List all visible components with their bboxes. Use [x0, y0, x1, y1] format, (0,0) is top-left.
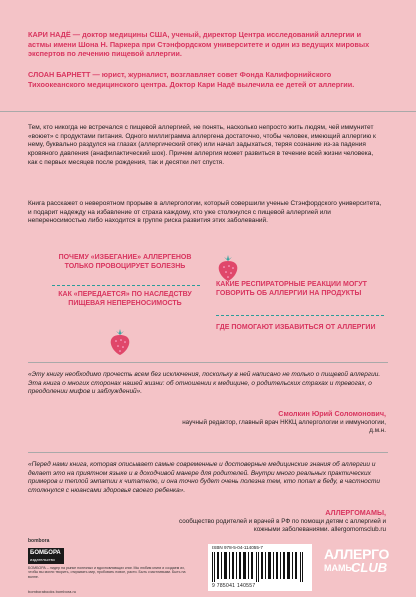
allergomamy-club-logo	[324, 546, 396, 586]
isbn-number: 9 785041 140557	[212, 583, 256, 589]
publisher-logo	[28, 548, 64, 564]
quote-smolkin-role: научный редактор, главный врач НККЦ аллергологии и иммунологии, д.м.н.	[182, 419, 386, 434]
top-divider-line	[0, 111, 416, 112]
club-logo-line3: CLUB	[351, 560, 388, 575]
author-bio-kari-nadeau: КАРИ НАДЁ — доктор медицины США, ученый, директор Центра исследований аллергии и астмы имени Шона Н. Паркера при Стэнфордском университете и один из ведущих мировых экспертов по лечению пищевой аллергии.	[28, 30, 370, 59]
quotes-divider-middle	[28, 452, 388, 453]
quotes-divider-top	[28, 362, 388, 363]
club-logo-line2: МАМЫ	[324, 563, 355, 573]
intro-paragraph-2: Книга расскажет о невероятном прорыве в аллергологии, который совершили ученые Стэнфордского университета, и подарит надежду на избавление от страха каждому, кто уже столкнулся с пищевой аллергией или непереносимостью либо находится в группе риска развития этих заболеваний.	[28, 200, 382, 225]
highlight-divider-right	[216, 315, 384, 316]
highlight-heredity: КАК «ПЕРЕДАЕТСЯ» ПО НАСЛЕДСТВУ ПИЩЕВАЯ НЕПЕРЕНОСИМОСТЬ	[58, 291, 192, 307]
quote-allergomamy-author: АЛЛЕРГОМАМЫ,	[325, 508, 386, 517]
quote-allergomamy: «Перед нами книга, которая описывает самые современные и достоверные медицинские знания об аллергии и делает это на приятном языке и в доходчивой манере для родителей. Внутри много реальных практических примеров и теплой эмпатии к читателю, и она точно будет очень полезна тем, кто попал в беду, в частности столкнулся с нюансами здоровья своего ребенка».	[28, 461, 381, 494]
club-logo-line1: АЛЛЕРГО	[324, 546, 390, 562]
highlight-where-help: ГДЕ ПОМОГАЮТ ИЗБАВИТЬСЯ ОТ АЛЛЕРГИИ	[216, 324, 376, 331]
strawberry-icon	[214, 254, 242, 282]
quote-allergomamy-role: сообщество родителей и врачей в РФ по помощи детям с аллергией и кожными заболеваниями. allergomomsclub.ru	[179, 518, 386, 533]
highlight-respiratory: КАКИЕ РЕСПИРАТОРНЫЕ РЕАКЦИИ МОГУТ ГОВОРИТЬ ОБ АЛЛЕРГИИ НА ПРОДУКТЫ	[216, 281, 367, 297]
publisher-logo-subtitle: издательство	[30, 557, 55, 562]
quote-smolkin-author: Смолкин Юрий Соломонович,	[278, 409, 386, 418]
author-bio-sloan-barnett: СЛОАН БАРНЕТТ — юрист, журналист, возглавляет совет Фонда Калифорнийского Тихоокеанского медицинского центра. Доктор Кари Надё вылечила ее детей от аллергии.	[28, 70, 355, 89]
quote-smolkin: «Эту книгу необходимо прочесть всем без исключения, поскольку в ней написано не только о пищевой аллергии. Эта книга о многих сторонах нашей жизни: об отношении к медицине, о родительских страхах и тревогах, о преодолении мифов и заблуждений».	[28, 371, 381, 396]
intro-paragraph-1: Тем, кто никогда не встречался с пищевой аллергией, не понять, насколько непросто жить людям, чей иммунитет «воюет» с продуктами питания. Одного миллиграмма аллергена достаточно, чтобы человек, имеющий аллергию к нему, буквально раздулся на глазах (аллергический отек) или начал задыхаться, теряя сознание из-за падения кровяного давления (анафилактический шок). Причем аллергия может развиться в течение всей жизни человека, как с первых месяцев после рождения, так и десятки лет спустя.	[28, 124, 376, 166]
highlight-avoidance: ПОЧЕМУ «ИЗБЕГАНИЕ» АЛЛЕРГЕНОВ ТОЛЬКО ПРОВОЦИРУЕТ БОЛЕЗНЬ	[58, 254, 192, 270]
barcode-icon	[212, 552, 308, 582]
isbn-barcode-box	[208, 544, 312, 591]
publisher-description: БОМБОРА – лидер на рынке полезных и вдохновляющих книг. Мы любим книги и создаем их, чтобы вы могли творить, открывать мир, пробовать новое, расти. Быть счастливыми. Быть на волне.	[28, 566, 186, 579]
publisher-links: bomborabooks bombora.ru	[28, 589, 77, 594]
highlight-divider-left	[52, 285, 200, 286]
publisher-logo-title: БОМБОРА	[30, 550, 61, 556]
strawberry-icon	[106, 328, 134, 356]
isbn-label: ISBN 978-5-04-114055-7	[212, 545, 263, 550]
instagram-handle: bombora	[28, 538, 50, 544]
